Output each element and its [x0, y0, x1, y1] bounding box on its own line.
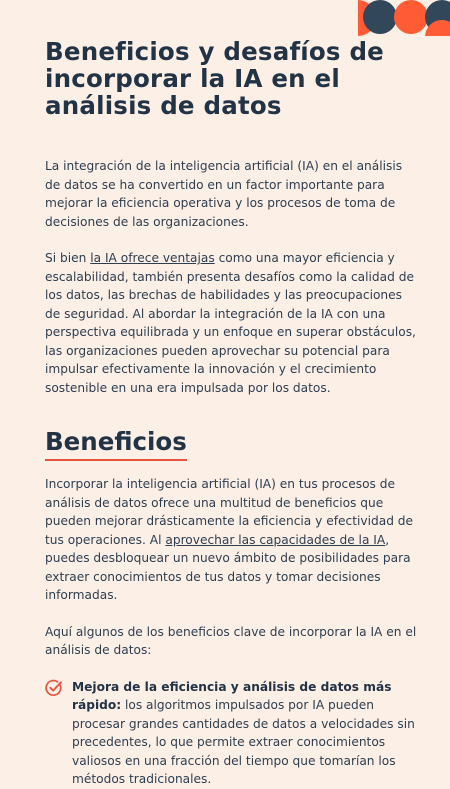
paragraph-challenges: [45, 249, 417, 397]
intro-paragraph: La integración de la inteligencia artificial (IA) en el análisis de datos se ha convertido en un factor importante para mejorar la eficiencia operativa y los procesos de toma de decisiones de las organizaciones.: [45, 159, 403, 229]
section-heading-beneficios: [45, 427, 187, 457]
decorative-shapes: [340, 0, 450, 36]
page-title: Beneficios y desafíos de incorporar la IA en el análisis de datos: [45, 37, 384, 120]
heading-underline: [45, 459, 187, 461]
paragraph-text: Si bien: [45, 251, 91, 265]
bullet-title: Mejora de la eficiencia y análisis de datos más rápido:: [72, 679, 392, 712]
paragraph-key-benefits: Aquí algunos de los beneficios clave de incorporar la IA en el análisis de datos:: [45, 624, 417, 657]
paragraph-text: Incorporar la inteligencia artificial (IA) en tus procesos de análisis de datos ofrece una multitud de beneficios que pueden mejorar drásticamente la eficiencia y efectividad de tus operaciones. Al: [45, 477, 414, 547]
check-circle-icon: [45, 679, 63, 697]
paragraph-text: como una mayor eficiencia y escalabilidad, también presenta desafíos como la calidad de los datos, las brechas de habilidades y las preocupaciones de seguridad. Al abordar la integración de la IA con una perspectiva equilibrada y un enfoque en superar obstáculos, las organizaciones pueden aprovechar su potencial para impulsar efectivamente la innovación y el crecimiento sostenible en una era impulsada por los datos.: [45, 251, 416, 395]
section-heading-text: Beneficios: [45, 427, 187, 456]
link-capacidades-ia[interactable]: aprovechar las capacidades de la IA: [165, 532, 386, 547]
decor-dark-circle: [363, 0, 397, 34]
link-ia-ventajas[interactable]: la IA ofrece ventajas: [90, 251, 215, 265]
bullet-text: [72, 678, 417, 789]
article-content: [45, 38, 417, 789]
bullet-body: los algoritmos impulsados por IA pueden procesar grandes cantidades de datos a velocidades sin precedentes, lo que permite extraer conocimientos valiosos en una fracción del tiempo que tomarían los métodos tradicionales.: [72, 698, 415, 786]
paragraph-text: , puedes desbloquear un nuevo ámbito de posibilidades para extraer conocimientos de tus datos y tomar decisiones informadas.: [45, 532, 411, 602]
decor-orange-circle: [394, 0, 428, 34]
decor-orange-square: [340, 0, 358, 36]
list-item: [45, 678, 417, 789]
paragraph-benefits-intro: [45, 475, 417, 605]
